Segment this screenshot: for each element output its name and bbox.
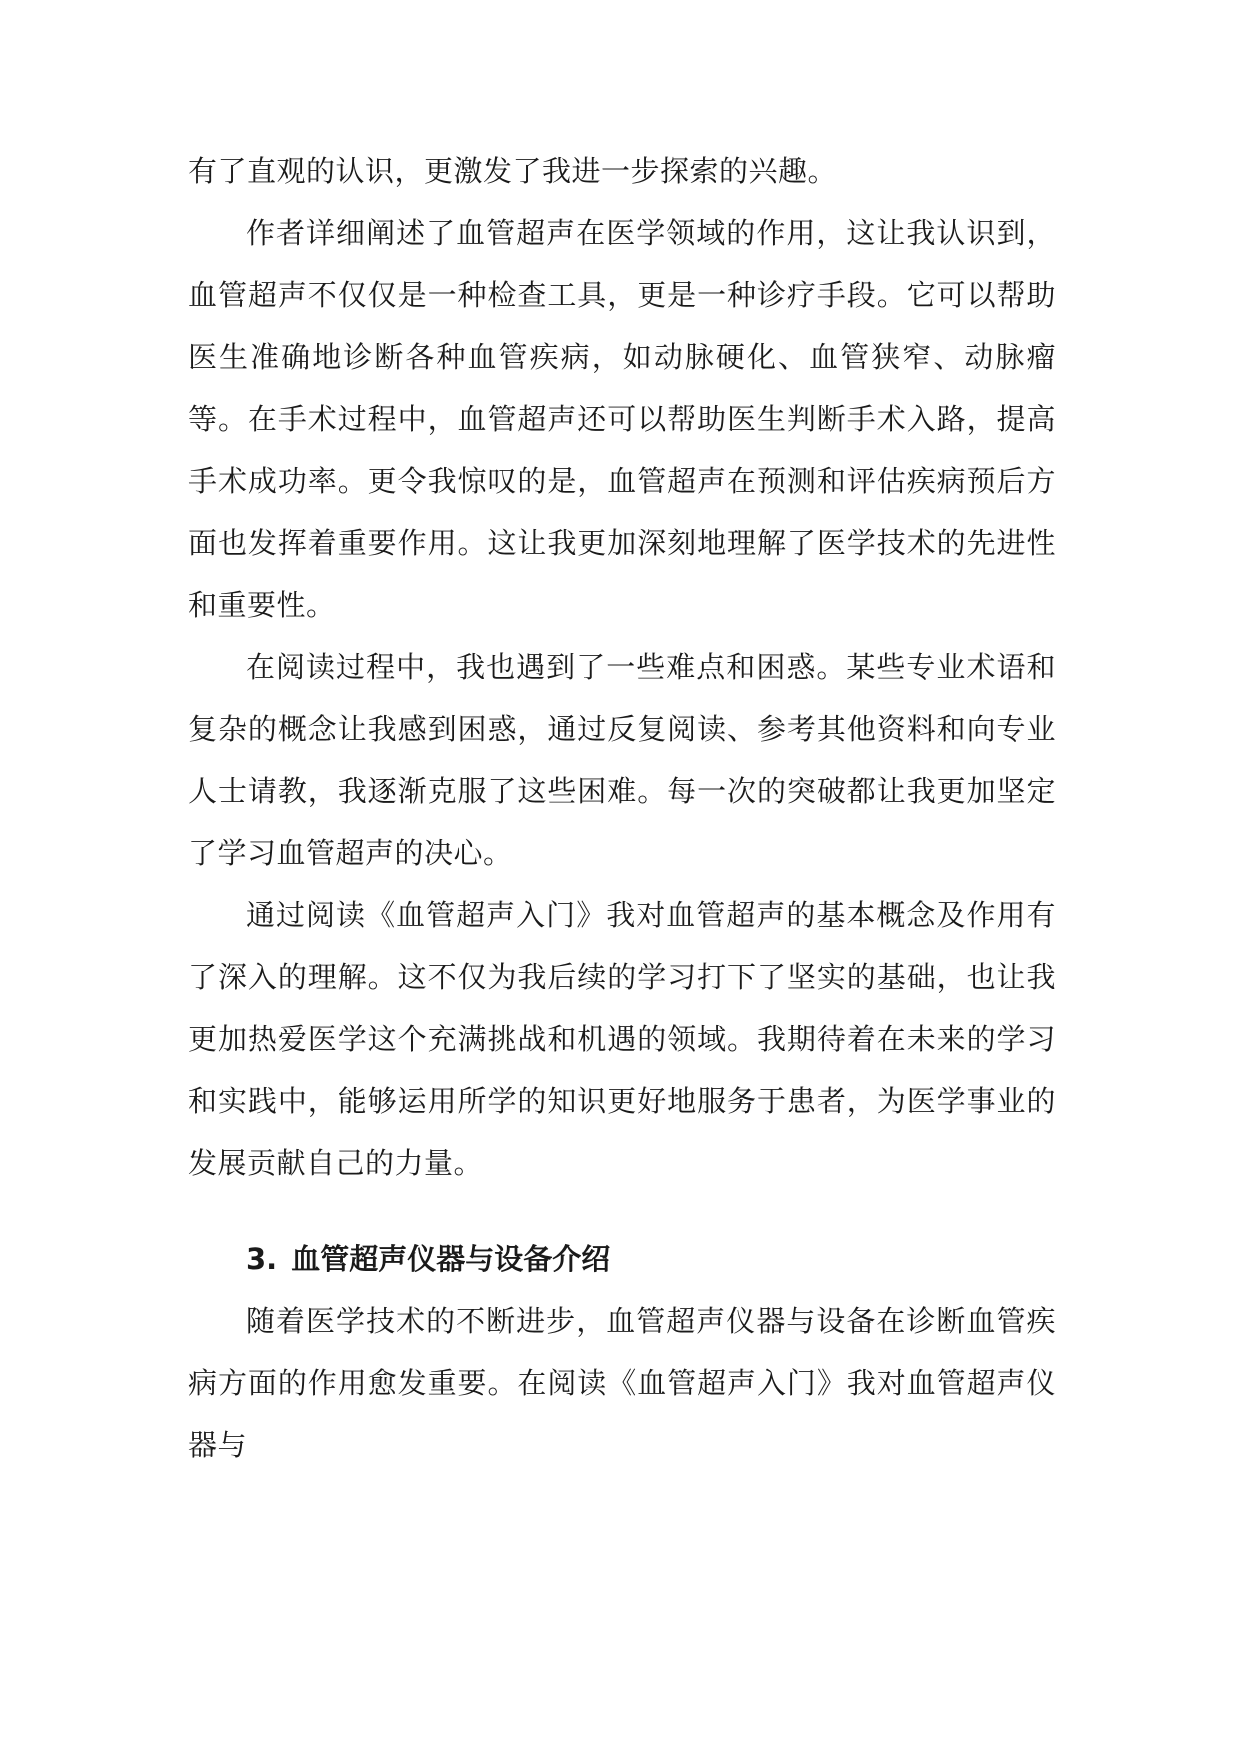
section-number: 3.: [246, 1242, 278, 1276]
paragraph-reading-difficulties: 在阅读过程中，我也遇到了一些难点和困惑。某些专业术语和复杂的概念让我感到困惑，通过反复阅读、参考其他资料和向专业人士请教，我逐渐克服了这些困难。每一次的突破都让我更加坚定了学习血管超声的决心。: [188, 650, 1056, 870]
paragraph-continuation: 有了直观的认识，更激发了我进一步探索的兴趣。: [188, 154, 838, 188]
section-title: 血管超声仪器与设备介绍: [291, 1242, 611, 1276]
paragraph-section-intro: 随着医学技术的不断进步，血管超声仪器与设备在诊断血管疾病方面的作用愈发重要。在阅读《血管超声入门》我对血管超声仪器与: [188, 1304, 1056, 1462]
paragraph-vascular-ultrasound-role: 作者详细阐述了血管超声在医学领域的作用，这让我认识到，血管超声不仅仅是一种检查工具，更是一种诊疗手段。它可以帮助医生准确地诊断各种血管疾病，如动脉硬化、血管狭窄、动脉瘤等。在手术过程中，血管超声还可以帮助医生判断手术入路，提高手术成功率。更令我惊叹的是，血管超声在预测和评估疾病预后方面也发挥着重要作用。这让我更加深刻地理解了医学技术的先进性和重要性。: [188, 216, 1056, 622]
section-heading: [188, 1228, 1056, 1290]
paragraph-reading-conclusion: 通过阅读《血管超声入门》我对血管超声的基本概念及作用有了深入的理解。这不仅为我后续的学习打下了坚实的基础，也让我更加热爱医学这个充满挑战和机遇的领域。我期待着在未来的学习和实践中，能够运用所学的知识更好地服务于患者，为医学事业的发展贡献自己的力量。: [188, 898, 1056, 1180]
text-column: [188, 140, 1056, 1476]
